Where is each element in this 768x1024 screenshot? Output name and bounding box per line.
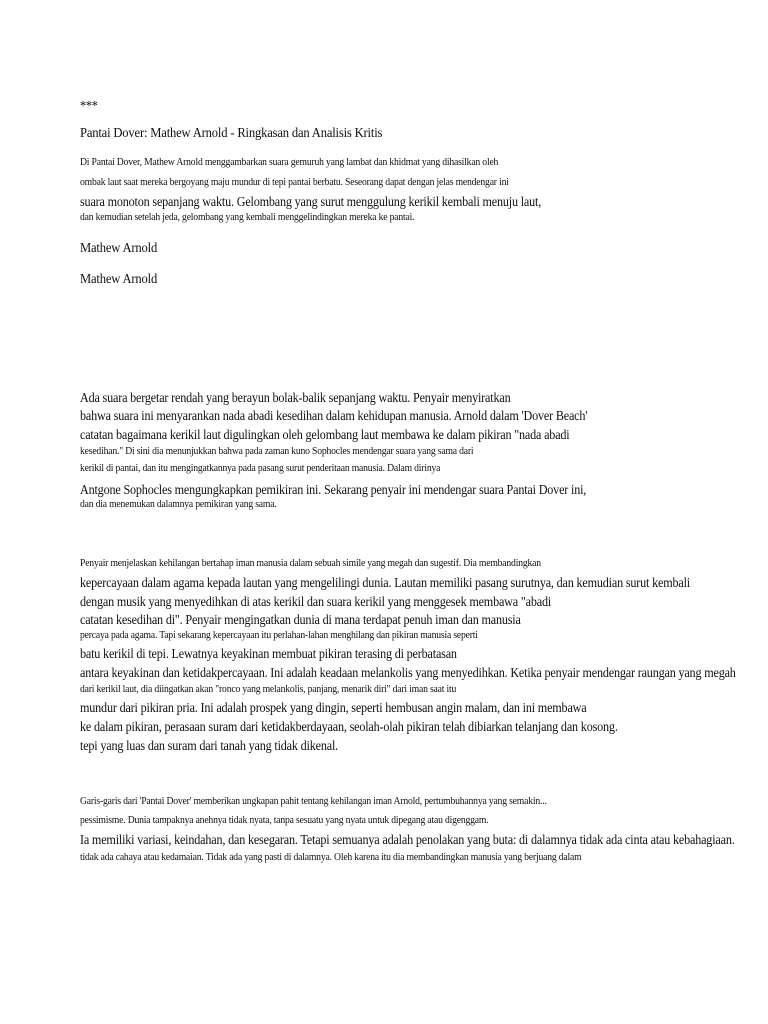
paragraph-line: percaya pada agama. Tapi sekarang kepercayaan itu perlahan-lahan menghilang dan pikiran manusia seperti — [80, 630, 478, 641]
paragraph-line: catatan bagaimana kerikil laut digulingkan oleh gelombang laut membawa ke dalam pikiran "nada abadi — [80, 427, 570, 442]
paragraph-line: antara keyakinan dan ketidakpercayaan. Ini adalah keadaan melankolis yang menyedihkan. Ketika penyair mendengar raungan yang megah — [80, 665, 736, 680]
paragraph-line: ke dalam pikiran, perasaan suram dari ketidakberdayaan, seolah-olah pikiran telah dibiarkan telanjang dan kosong. — [80, 719, 618, 734]
paragraph-line: dari kerikil laut, dia diingatkan akan "ronco yang melankolis, panjang, menarik diri" dari iman saat itu — [80, 684, 457, 695]
paragraph-line: kerikil di pantai, dan itu mengingatkannya pada pasang surut penderitaan manusia. Dalam dirinya — [80, 463, 441, 474]
paragraph-line: dan dia menemukan dalamnya pemikiran yang sama. — [80, 499, 277, 510]
paragraph-line: tidak ada cahaya atau kedamaian. Tidak ada yang pasti di dalamnya. Oleh karena itu dia membandingkan manusia yang berjuang dalam — [80, 852, 582, 863]
paragraph-line: pessimisme. Dunia tampaknya anehnya tidak nyata, tanpa sesuatu yang nyata untuk dipegang atau digenggam. — [80, 815, 489, 826]
intro-line: ombak laut saat mereka bergoyang maju mundur di tepi pantai berbatu. Seseorang dapat dengan jelas mendengar ini — [80, 177, 509, 188]
separator: *** — [80, 98, 98, 113]
paragraph-line: Antgone Sophocles mengungkapkan pemikiran ini. Sekarang penyair ini mendengar suara Pantai Dover ini, — [80, 482, 587, 497]
paragraph-line: tepi yang luas dan suram dari tanah yang tidak dikenal. — [80, 738, 339, 753]
author-name: Mathew Arnold — [80, 241, 158, 256]
paragraph-line: Penyair menjelaskan kehilangan bertahap iman manusia dalam sebuah simile yang megah dan sugestif. Dia membandingkan — [80, 558, 541, 569]
paragraph-line: bahwa suara ini menyarankan nada abadi kesedihan dalam kehidupan manusia. Arnold dalam 'Dover Beach' — [80, 408, 588, 423]
paragraph-line: dengan musik yang menyedihkan di atas kerikil dan suara kerikil yang menggesek membawa "abadi — [80, 594, 552, 609]
paragraph-line: batu kerikil di tepi. Lewatnya keyakinan membuat pikiran terasing di perbatasan — [80, 646, 457, 661]
author-name: Mathew Arnold — [80, 272, 158, 287]
paragraph-line: Ada suara bergetar rendah yang berayun bolak-balik sepanjang waktu. Penyair menyiratkan — [80, 390, 511, 405]
paragraph-line: kepercayaan dalam agama kepada lautan yang mengelilingi dunia. Lautan memiliki pasang surutnya, dan kemudian surut kembali — [80, 575, 690, 590]
intro-line: Di Pantai Dover, Mathew Arnold menggambarkan suara gemuruh yang lambat dan khidmat yang dihasilkan oleh — [80, 157, 499, 168]
document-title: Pantai Dover: Mathew Arnold - Ringkasan dan Analisis Kritis — [80, 126, 383, 141]
intro-line: dan kemudian setelah jeda, gelombang yang kembali menggelindingkan mereka ke pantai. — [80, 212, 415, 223]
intro-line: suara monoton sepanjang waktu. Gelombang yang surut menggulung kerikil kembali menuju laut, — [80, 194, 542, 209]
paragraph-line: Ia memiliki variasi, keindahan, dan kesegaran. Tetapi semuanya adalah penolakan yang buta: di dalamnya tidak ada cinta atau kebahagiaan. — [80, 832, 735, 847]
paragraph-line: catatan kesedihan di". Penyair mengingatkan dunia di mana terdapat penuh iman dan manusia — [80, 612, 521, 627]
paragraph-line: Garis-garis dari 'Pantai Dover' memberikan ungkapan pahit tentang kehilangan iman Arnold, pertumbuhannya yang semakin... — [80, 796, 547, 807]
paragraph-line: mundur dari pikiran pria. Ini adalah prospek yang dingin, seperti hembusan angin malam, dan ini membawa — [80, 700, 587, 715]
paragraph-line: kesedihan." Di sini dia menunjukkan bahwa pada zaman kuno Sophocles mendengar suara yang sama dari — [80, 446, 474, 457]
